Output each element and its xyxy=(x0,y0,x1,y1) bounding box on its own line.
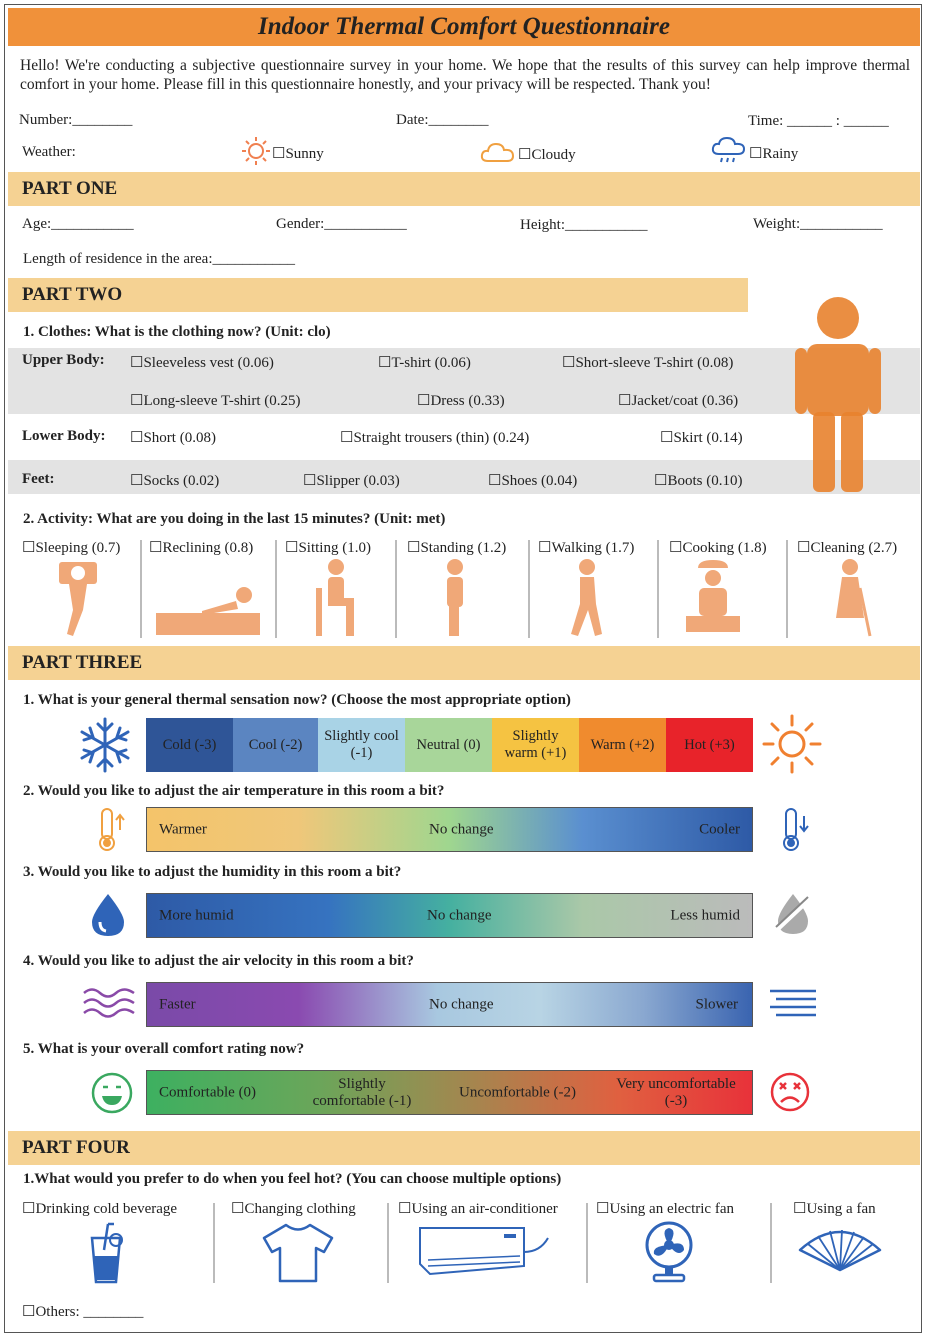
hot-preference-question: 1.What would you prefer to do when you feel hot? (You can choose multiple options) xyxy=(23,1171,562,1187)
rainy-checkbox[interactable]: ☐Rainy xyxy=(749,146,799,162)
part-four-title: PART FOUR xyxy=(22,1137,130,1158)
clothing-option[interactable]: ☐Long-sleeve T-shirt (0.25) xyxy=(130,393,301,409)
part-two-header xyxy=(8,278,748,312)
comfort-scale[interactable] xyxy=(146,1070,753,1115)
cold-drink-icon xyxy=(86,1222,126,1284)
time-field[interactable]: Time: ______ : ______ xyxy=(748,113,889,129)
temp-cooler-label: Cooler xyxy=(699,821,740,837)
velocity-no-change-label: No change xyxy=(429,996,494,1012)
scale-slightly-cool[interactable]: Slightly cool (-1) xyxy=(318,718,405,772)
activity-option[interactable]: ☐Sitting (1.0) xyxy=(285,540,371,556)
lower-body-label: Lower Body: xyxy=(22,428,106,444)
activity-option[interactable]: ☐Sleeping (0.7) xyxy=(22,540,121,556)
hand-fan-icon xyxy=(796,1226,884,1274)
walking-icon xyxy=(566,558,608,638)
clothing-option[interactable]: ☐Boots (0.10) xyxy=(654,473,743,489)
clothing-option[interactable]: ☐Jacket/coat (0.36) xyxy=(618,393,739,409)
velocity-slower-label: Slower xyxy=(695,996,738,1012)
intro-text: Hello! We're conducting a subjective questionnaire survey in your home. We hope that the results of this survey can help improve thermal comfort in your home. Please fill in this questionnaire honestly, and your privacy will be respected. Thank you! xyxy=(20,57,910,93)
part-one-header xyxy=(8,172,920,206)
cloudy-checkbox[interactable]: ☐Cloudy xyxy=(518,147,576,163)
t-shirt-icon xyxy=(262,1222,334,1284)
activity-option[interactable]: ☐Reclining (0.8) xyxy=(149,540,254,556)
gender-field[interactable]: Gender:___________ xyxy=(276,216,407,232)
clothing-option[interactable]: ☐Short-sleeve T-shirt (0.08) xyxy=(562,355,734,371)
activity-question: 2. Activity: What are you doing in the last 15 minutes? (Unit: met) xyxy=(23,511,446,527)
air-conditioner-icon xyxy=(416,1222,552,1282)
comfort-very-uncomfortable-label: Very uncomfortable (-3) xyxy=(616,1075,736,1109)
activity-option[interactable]: ☐Cleaning (2.7) xyxy=(797,540,898,556)
water-drop-icon xyxy=(88,892,128,938)
clothing-option[interactable]: ☐Shoes (0.04) xyxy=(488,473,578,489)
divider xyxy=(586,1203,588,1283)
temp-warmer-label: Warmer xyxy=(159,821,207,837)
velocity-faster-label: Faster xyxy=(159,996,196,1012)
rain-cloud-icon xyxy=(711,137,747,167)
clothes-question: 1. Clothes: What is the clothing now? (Unit: clo) xyxy=(23,324,331,340)
wind-lines-icon xyxy=(768,988,818,1020)
sunny-checkbox[interactable]: ☐Sunny xyxy=(272,146,324,162)
part-four-header xyxy=(8,1131,920,1165)
age-field[interactable]: Age:___________ xyxy=(22,216,134,232)
electric-fan-icon xyxy=(640,1220,698,1284)
preference-option[interactable]: ☐Changing clothing xyxy=(231,1201,356,1217)
part-three-header xyxy=(8,646,920,680)
person-figure-icon xyxy=(793,294,883,494)
thermometer-up-icon xyxy=(96,806,126,852)
reclining-icon xyxy=(152,585,264,637)
activity-option[interactable]: ☐Standing (1.2) xyxy=(407,540,507,556)
scale-warm[interactable]: Warm (+2) xyxy=(579,718,666,772)
feet-label: Feet: xyxy=(22,471,55,487)
clothing-option[interactable]: ☐Socks (0.02) xyxy=(130,473,220,489)
hot-sun-icon xyxy=(762,714,822,774)
clothing-option[interactable]: ☐Dress (0.33) xyxy=(417,393,505,409)
divider xyxy=(213,1203,215,1283)
upper-body-label: Upper Body: xyxy=(22,352,105,368)
divider xyxy=(786,540,788,638)
cloud-icon xyxy=(480,140,516,164)
smile-face-icon xyxy=(90,1071,134,1115)
weight-field[interactable]: Weight:___________ xyxy=(753,216,883,232)
velocity-question: 4. Would you like to adjust the air velocity in this room a bit? xyxy=(23,953,414,969)
sleeping-icon xyxy=(55,560,101,638)
divider xyxy=(395,540,397,638)
residence-field[interactable]: Length of residence in the area:___________ xyxy=(23,251,295,267)
humid-no-change-label: No change xyxy=(427,907,492,923)
divider xyxy=(528,540,530,638)
divider xyxy=(387,1203,389,1283)
preference-option[interactable]: ☐Using a fan xyxy=(793,1201,876,1217)
activity-option[interactable]: ☐Walking (1.7) xyxy=(538,540,635,556)
activity-option[interactable]: ☐Cooking (1.8) xyxy=(669,540,767,556)
thermometer-down-icon xyxy=(780,806,810,852)
preference-option[interactable]: ☐Drinking cold beverage xyxy=(22,1201,178,1217)
comfort-uncomfortable-label: Uncomfortable (-2) xyxy=(459,1084,577,1100)
preference-option[interactable]: ☐Using an air-conditioner xyxy=(398,1201,558,1217)
date-field[interactable]: Date:________ xyxy=(396,112,489,128)
scale-slightly-warm[interactable]: Slightly warm (+1) xyxy=(492,718,579,772)
part-three-title: PART THREE xyxy=(22,652,143,673)
clothing-option[interactable]: ☐Skirt (0.14) xyxy=(660,430,743,446)
velocity-scale[interactable] xyxy=(146,982,753,1027)
scale-hot[interactable]: Hot (+3) xyxy=(666,718,753,772)
number-field[interactable]: Number:________ xyxy=(19,112,133,128)
wind-wave-icon xyxy=(82,986,136,1020)
preference-option[interactable]: ☐Using an electric fan xyxy=(596,1201,734,1217)
temperature-question: 2. Would you like to adjust the air temperature in this room a bit? xyxy=(23,783,445,799)
comfort-question: 5. What is your overall comfort rating now? xyxy=(23,1041,305,1057)
humid-more-label: More humid xyxy=(159,907,234,923)
clothing-option[interactable]: ☐T-shirt (0.06) xyxy=(378,355,471,371)
clothing-option[interactable]: ☐Straight trousers (thin) (0.24) xyxy=(340,430,530,446)
no-water-drop-icon xyxy=(772,891,814,937)
humidity-question: 3. Would you like to adjust the humidity in this room a bit? xyxy=(23,864,402,880)
humidity-scale[interactable] xyxy=(146,893,753,938)
divider xyxy=(140,540,142,638)
humid-less-label: Less humid xyxy=(670,907,740,923)
sitting-icon xyxy=(312,558,364,638)
cooking-icon xyxy=(684,558,742,638)
part-two-title: PART TWO xyxy=(22,284,123,305)
cleaning-icon xyxy=(832,558,874,638)
clothing-option[interactable]: ☐Sleeveless vest (0.06) xyxy=(130,355,274,371)
scale-cool[interactable]: Cool (-2) xyxy=(233,718,318,772)
scale-neutral[interactable]: Neutral (0) xyxy=(405,718,492,772)
weather-label: Weather: xyxy=(22,144,76,160)
standing-icon xyxy=(440,558,470,638)
divider xyxy=(770,1203,772,1283)
divider xyxy=(275,540,277,638)
title-bar xyxy=(8,8,920,46)
height-field[interactable]: Height:___________ xyxy=(520,217,648,233)
scale-cold[interactable]: Cold (-3) xyxy=(146,718,233,772)
temperature-scale[interactable] xyxy=(146,807,753,852)
sun-icon xyxy=(240,136,272,166)
temp-no-change-label: No change xyxy=(429,821,494,837)
part-one-title: PART ONE xyxy=(22,178,118,199)
snowflake-icon xyxy=(76,716,134,774)
sad-face-icon xyxy=(769,1071,811,1113)
others-field[interactable]: ☐Others: ________ xyxy=(22,1304,144,1320)
clothing-option[interactable]: ☐Short (0.08) xyxy=(130,430,216,446)
comfort-slightly-label: Slightly comfortable (-1) xyxy=(312,1075,412,1109)
clothing-option[interactable]: ☐Slipper (0.03) xyxy=(303,473,400,489)
page-title: Indoor Thermal Comfort Questionnaire xyxy=(258,13,670,40)
divider xyxy=(657,540,659,638)
comfort-comfortable-label: Comfortable (0) xyxy=(159,1084,257,1100)
sensation-question: 1. What is your general thermal sensation now? (Choose the most appropriate option) xyxy=(23,692,571,708)
